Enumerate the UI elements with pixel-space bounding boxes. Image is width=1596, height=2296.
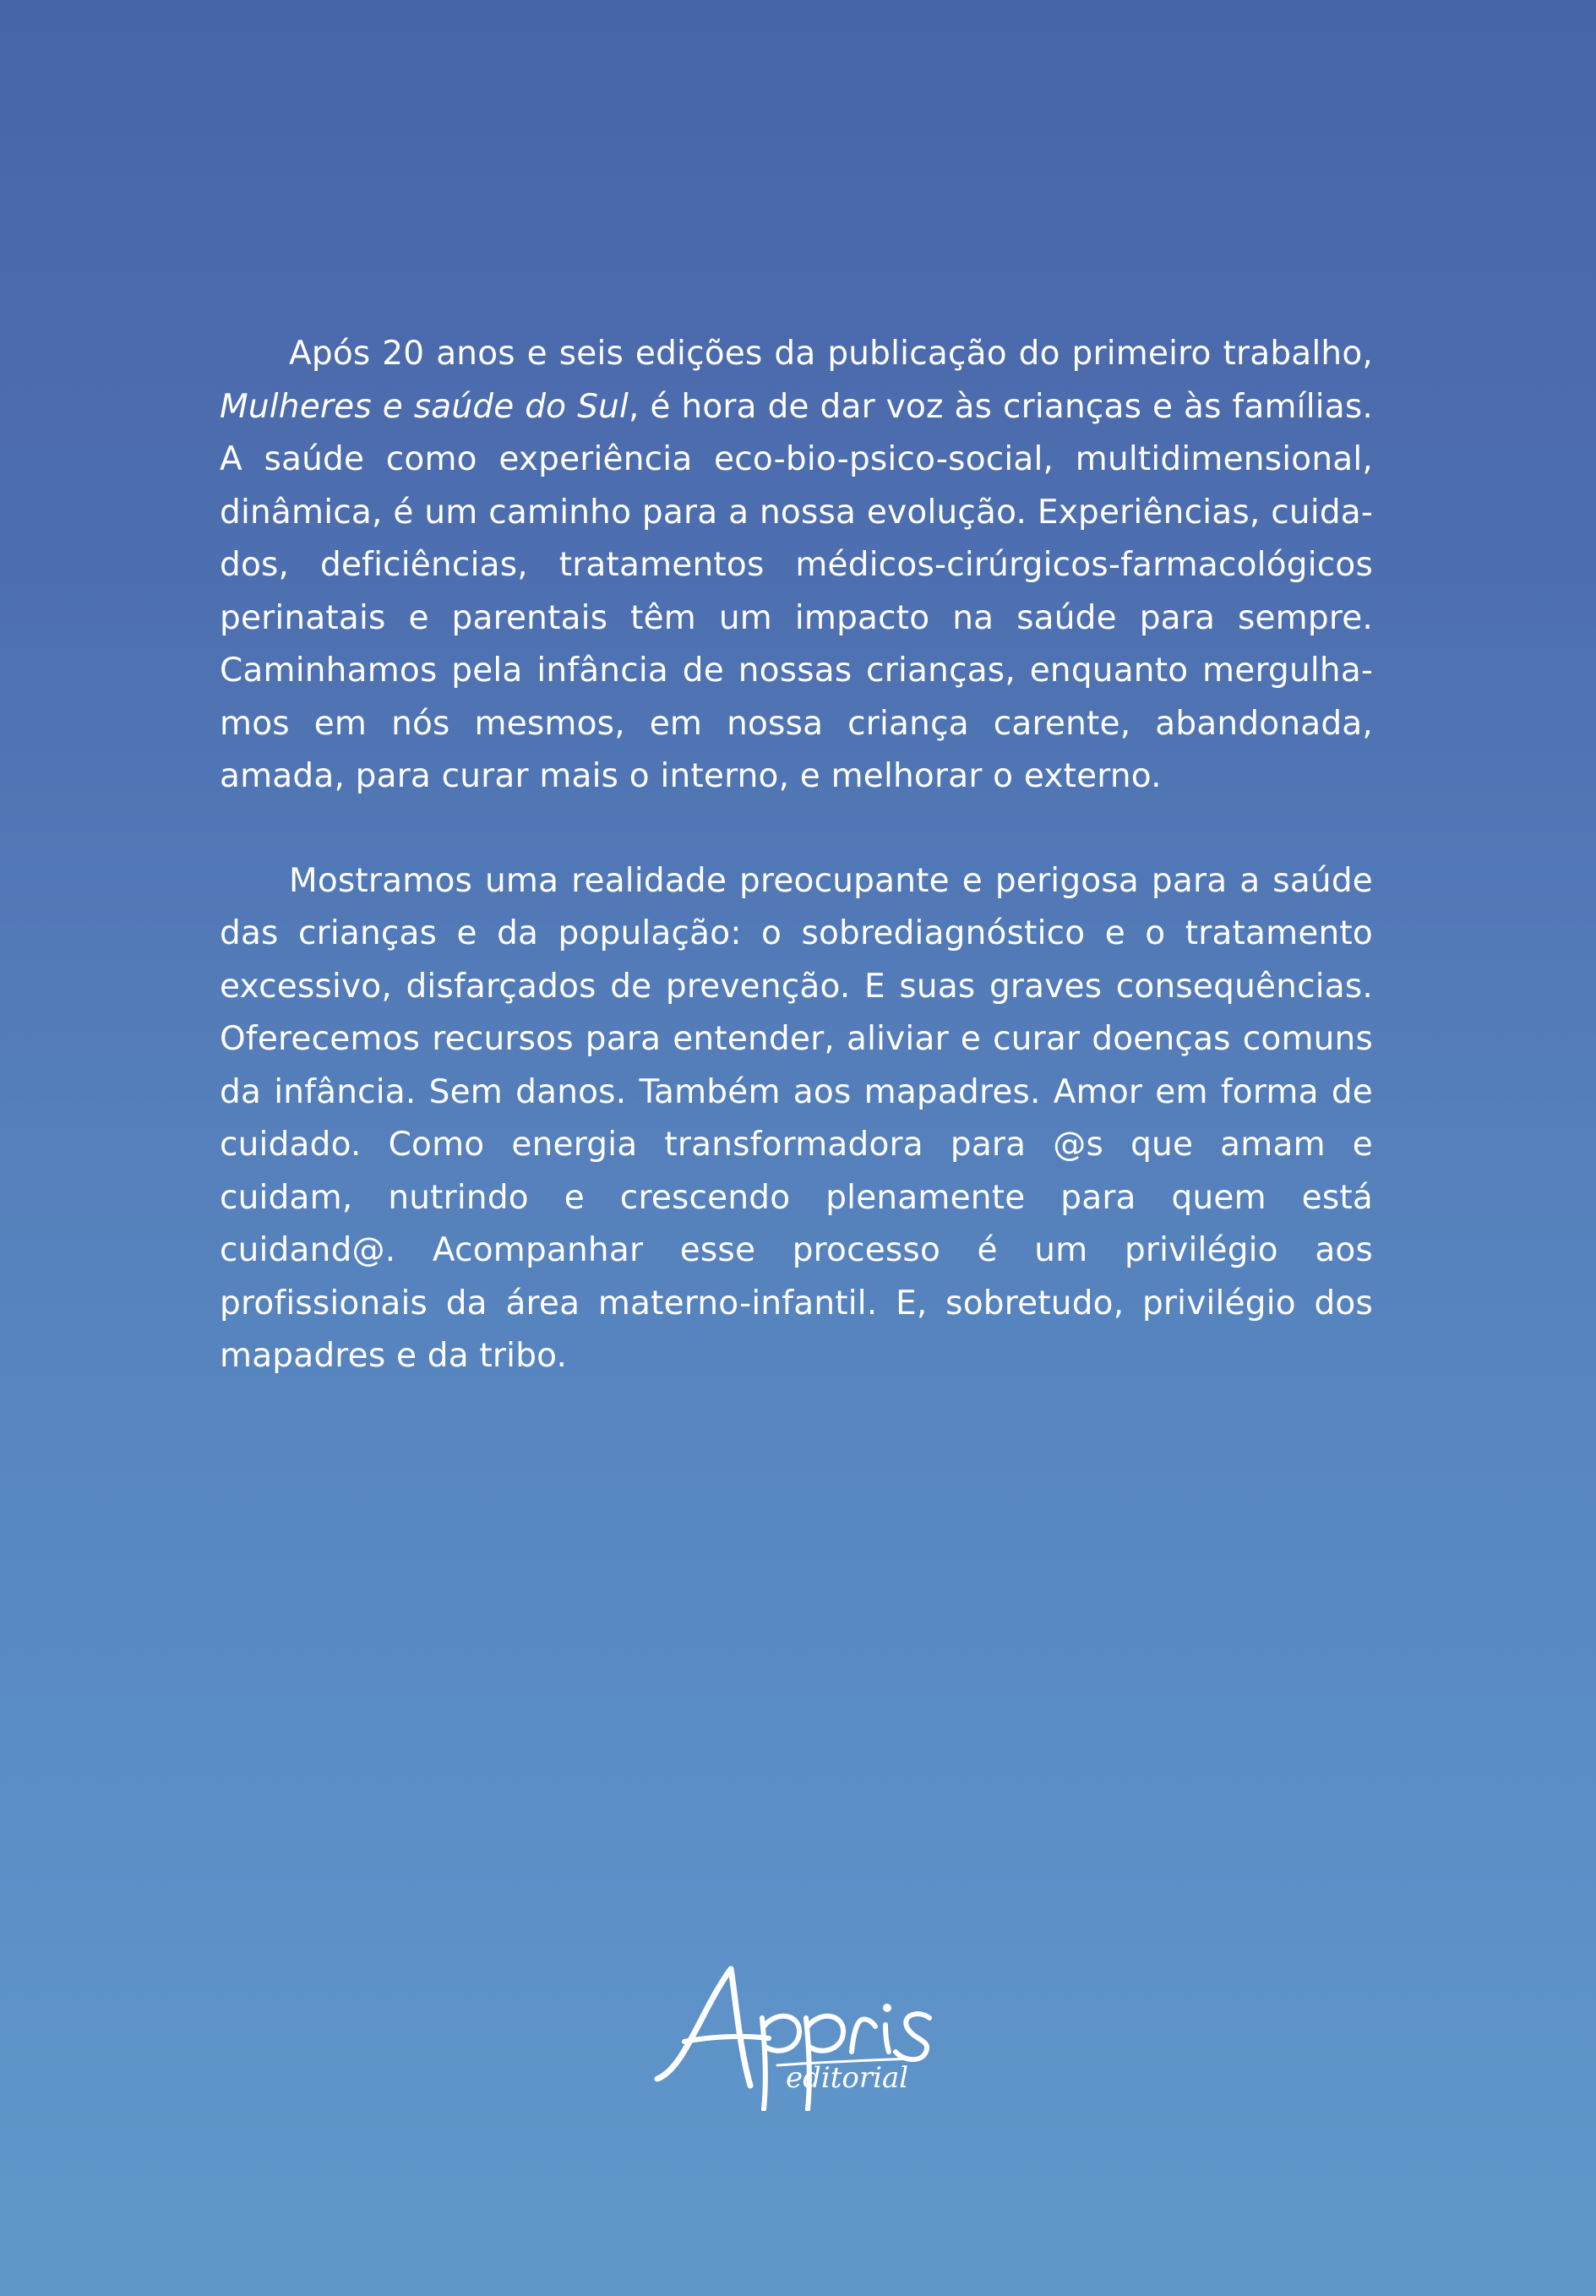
synopsis-paragraph-1	[220, 328, 1373, 804]
paragraph-body: , é hora de dar voz às crianças e às famílias. A saúde como experiência eco-bio-psico-social, multidimensional, dinâmica, é um caminho para a nossa evolução. Experiências, cuidados, deficiências, tratamentos médicos-cirúrgicos-farmacológicos perinatais e parentais têm um impacto na saúde para sempre. Caminhamos pela infância de nossas crianças, enquanto mergulhamos em nós mesmos, em nossa criança carente, abandonada, amada, para curar mais o interno, e melhorar o externo.	[220, 387, 1373, 795]
svg-text:editorial: editorial	[786, 2061, 909, 2095]
book-title: Mulheres e saúde do Sul	[220, 387, 629, 426]
synopsis-paragraph-2: Mostramos uma realidade preocupante e perigosa para a saúde das crianças e da população: o sobrediagnóstico e o tratamento excessivo, disfarçados de prevenção. E suas graves consequências. Oferecemos recursos para entender, aliviar e curar doenças comuns da infância. Sem danos. Também aos mapadres. Amor em forma de cuidado. Como energia transformadora para @s que amam e cuidam, nutrindo e crescendo plenamente para quem está cuidand@. Acompanhar esse processo é um privilégio aos profissionais da área materno-infantil. E, sobretudo, privilégio dos mapadres e da tribo.	[220, 861, 1373, 1375]
appris-logo-graphic	[651, 1959, 955, 2111]
back-cover-text	[220, 328, 1373, 1383]
appris-editorial-logo	[651, 1959, 955, 2111]
paragraph-intro: Após 20 anos e seis edições da publicação do primeiro trabalho,	[289, 335, 1373, 373]
